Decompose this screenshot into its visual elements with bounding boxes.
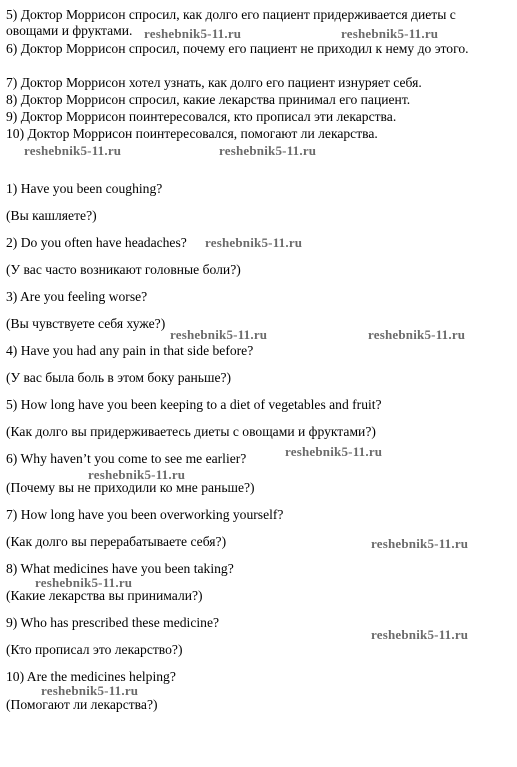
watermark: reshebnik5-11.ru [205,235,303,250]
answer-3: (Вы чувствуете себя хуже?) [6,316,166,331]
question-4: 4) Have you had any pain in that side before? [6,343,254,358]
answer-7: (Как долго вы перерабатываете себя?) [6,534,227,549]
russian-line-8: 8) Доктор Моррисон спросил, какие лекарства принимал его пациент. [6,92,411,107]
watermark: reshebnik5-11.ru [24,143,122,158]
russian-line-5: 5) Доктор Моррисон спросил, как долго его пациент придерживается диеты с овощами и фруктами. [6,7,456,38]
watermark: reshebnik5-11.ru [341,26,439,41]
watermark: reshebnik5-11.ru [219,143,317,158]
watermark: reshebnik5-11.ru [35,575,133,590]
watermark: reshebnik5-11.ru [368,327,466,342]
watermark: reshebnik5-11.ru [88,467,186,482]
answer-10: (Помогают ли лекарства?) [6,697,158,712]
watermark: reshebnik5-11.ru [144,26,242,41]
watermark: reshebnik5-11.ru [371,536,469,551]
russian-line-6: 6) Доктор Моррисон спросил, почему его пациент не приходил к нему до этого. [6,41,469,56]
question-3: 3) Are you feeling worse? [6,289,148,304]
question-8: 8) What medicines have you been taking? [6,561,234,576]
watermark: reshebnik5-11.ru [170,327,268,342]
question-2: 2) Do you often have headaches? [6,235,187,250]
watermark: reshebnik5-11.ru [371,627,469,642]
russian-line-9: 9) Доктор Моррисон поинтересовался, кто прописал эти лекарства. [6,109,397,124]
russian-line-7: 7) Доктор Моррисон хотел узнать, как долго его пациент изнуряет себя. [6,75,422,90]
answer-5: (Как долго вы придерживаетесь диеты с овощами и фруктами?) [6,424,376,439]
answer-6: (Почему вы не приходили ко мне раньше?) [6,480,255,495]
answer-2: (У вас часто возникают головные боли?) [6,262,241,277]
question-6: 6) Why haven’t you come to see me earlier? [6,451,247,466]
russian-line-10: 10) Доктор Моррисон поинтересовался, помогают ли лекарства. [6,126,378,141]
question-1: 1) Have you been coughing? [6,181,163,196]
answer-4: (У вас была боль в этом боку раньше?) [6,370,232,385]
watermark: reshebnik5-11.ru [285,444,383,459]
answer-8: (Какие лекарства вы принимали?) [6,588,203,603]
answer-1: (Вы кашляете?) [6,208,97,223]
question-7: 7) How long have you been overworking yourself? [6,507,284,522]
question-10: 10) Are the medicines helping? [6,669,176,684]
question-9: 9) Who has prescribed these medicine? [6,615,220,630]
answer-9: (Кто прописал это лекарство?) [6,642,183,657]
question-5: 5) How long have you been keeping to a diet of vegetables and fruit? [6,397,382,412]
watermark: reshebnik5-11.ru [41,683,139,698]
